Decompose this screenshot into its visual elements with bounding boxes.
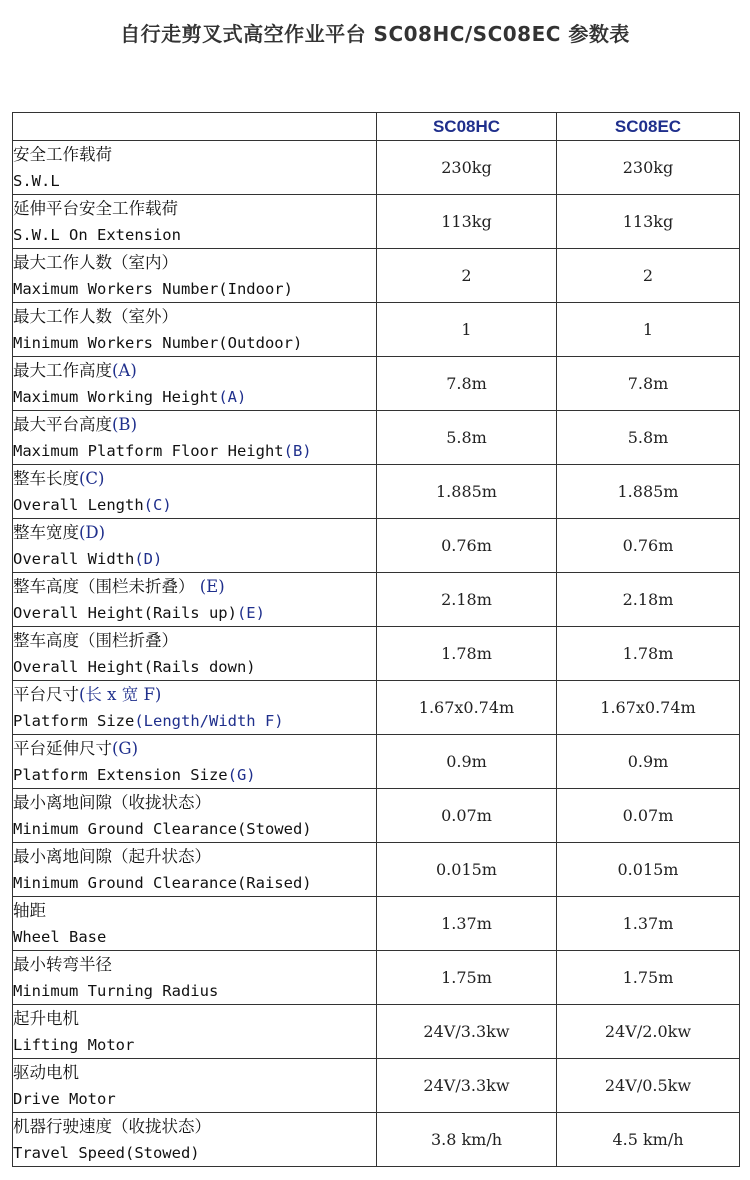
parameter-zh-text: 平台延伸尺寸 <box>13 738 112 758</box>
spec-table-body <box>13 141 740 1167</box>
parameter-name-en <box>13 870 376 896</box>
parameter-name-zh <box>13 844 376 870</box>
table-row <box>13 411 740 465</box>
parameter-name-en <box>13 600 376 626</box>
parameter-zh-tag: (A) <box>112 360 137 380</box>
table-row <box>13 141 740 195</box>
value-sc08ec: 24V/2.0kw <box>557 1005 740 1059</box>
parameter-name-en <box>13 708 376 734</box>
parameter-cell <box>13 843 377 897</box>
table-row <box>13 573 740 627</box>
parameter-zh-text: 整车长度 <box>13 468 79 488</box>
table-row <box>13 789 740 843</box>
table-row <box>13 735 740 789</box>
value-sc08hc: 1.37m <box>377 897 557 951</box>
parameter-cell <box>13 141 377 195</box>
value-sc08ec: 1.75m <box>557 951 740 1005</box>
header-parameter <box>13 113 377 141</box>
parameter-zh-text: 最大平台高度 <box>13 414 112 434</box>
table-row <box>13 465 740 519</box>
parameter-name-en <box>13 492 376 518</box>
parameter-name-en <box>13 924 376 950</box>
parameter-en-text: Minimum Ground Clearance(Raised) <box>13 873 312 892</box>
parameter-cell <box>13 681 377 735</box>
table-row <box>13 519 740 573</box>
table-row <box>13 1005 740 1059</box>
parameter-en-text: Minimum Turning Radius <box>13 981 219 1000</box>
parameter-en-text: Maximum Workers Number(Indoor) <box>13 279 293 298</box>
parameter-name-en <box>13 978 376 1004</box>
parameter-zh-text: 最大工作人数（室外） <box>13 306 178 326</box>
parameter-en-text: Wheel Base <box>13 927 107 946</box>
parameter-cell <box>13 789 377 843</box>
spec-table <box>12 112 740 1167</box>
parameter-zh-text: 最大工作高度 <box>13 360 112 380</box>
parameter-name-en <box>13 438 376 464</box>
parameter-en-text: Lifting Motor <box>13 1035 135 1054</box>
table-row <box>13 1059 740 1113</box>
parameter-cell <box>13 465 377 519</box>
table-row <box>13 1113 740 1167</box>
table-row <box>13 303 740 357</box>
parameter-en-tag: (Length/Width F) <box>134 711 284 730</box>
parameter-cell <box>13 411 377 465</box>
parameter-zh-tag: (C) <box>79 468 105 488</box>
value-sc08ec: 113kg <box>557 195 740 249</box>
parameter-name-zh <box>13 196 376 222</box>
parameter-en-tag: (B) <box>283 441 312 460</box>
page-title: 自行走剪叉式高空作业平台 SC08HC/SC08EC 参数表 <box>120 22 630 46</box>
parameter-en-text: Overall Height(Rails up) <box>13 603 237 622</box>
parameter-name-en <box>13 276 376 302</box>
parameter-en-tag: (D) <box>134 549 163 568</box>
value-sc08ec: 1.37m <box>557 897 740 951</box>
parameter-en-text: S.W.L On Extension <box>13 225 181 244</box>
parameter-name-zh <box>13 790 376 816</box>
parameter-name-en <box>13 222 376 248</box>
value-sc08hc: 24V/3.3kw <box>377 1059 557 1113</box>
value-sc08ec: 0.9m <box>557 735 740 789</box>
value-sc08ec: 1 <box>557 303 740 357</box>
value-sc08hc: 2 <box>377 249 557 303</box>
parameter-zh-text: 最大工作人数（室内） <box>13 252 178 272</box>
parameter-en-text: Overall Height(Rails down) <box>13 657 256 676</box>
parameter-cell <box>13 303 377 357</box>
value-sc08hc: 113kg <box>377 195 557 249</box>
parameter-en-text: Platform Size <box>13 711 135 730</box>
parameter-zh-tag: (D) <box>79 522 106 542</box>
value-sc08ec: 0.76m <box>557 519 740 573</box>
parameter-name-en <box>13 1032 376 1058</box>
parameter-zh-text: 驱动电机 <box>13 1062 79 1082</box>
parameter-zh-text: 最小转弯半径 <box>13 954 112 974</box>
parameter-name-zh <box>13 898 376 924</box>
value-sc08hc: 0.015m <box>377 843 557 897</box>
parameter-zh-text: 平台尺寸 <box>13 684 79 704</box>
value-sc08ec: 1.78m <box>557 627 740 681</box>
parameter-name-en <box>13 1140 376 1166</box>
parameter-name-en <box>13 816 376 842</box>
parameter-en-text: Travel Speed(Stowed) <box>13 1143 200 1162</box>
value-sc08hc: 24V/3.3kw <box>377 1005 557 1059</box>
parameter-zh-tag: (长 x 宽 F) <box>79 684 162 704</box>
parameter-name-zh <box>13 574 376 600</box>
parameter-name-zh <box>13 304 376 330</box>
parameter-zh-text: 整车高度（围栏未折叠） <box>13 576 195 596</box>
table-row <box>13 843 740 897</box>
parameter-name-en <box>13 546 376 572</box>
parameter-name-zh <box>13 1114 376 1140</box>
value-sc08ec: 1.885m <box>557 465 740 519</box>
value-sc08hc: 1.75m <box>377 951 557 1005</box>
parameter-cell <box>13 519 377 573</box>
parameter-name-zh <box>13 736 376 762</box>
value-sc08hc: 1.67x0.74m <box>377 681 557 735</box>
value-sc08hc: 0.07m <box>377 789 557 843</box>
parameter-name-en <box>13 168 376 194</box>
parameter-cell <box>13 735 377 789</box>
parameter-cell <box>13 951 377 1005</box>
parameter-zh-text: 延伸平台安全工作载荷 <box>13 198 178 218</box>
parameter-cell <box>13 1113 377 1167</box>
parameter-cell <box>13 627 377 681</box>
parameter-name-zh <box>13 412 376 438</box>
parameter-en-text: Drive Motor <box>13 1089 116 1108</box>
parameter-zh-tag: (E) <box>194 576 225 596</box>
parameter-name-zh <box>13 628 376 654</box>
value-sc08ec: 2.18m <box>557 573 740 627</box>
value-sc08hc: 0.76m <box>377 519 557 573</box>
parameter-en-text: Overall Width <box>13 549 135 568</box>
parameter-cell <box>13 573 377 627</box>
table-row <box>13 195 740 249</box>
parameter-name-zh <box>13 952 376 978</box>
parameter-zh-text: 最小离地间隙（收拢状态） <box>13 792 211 812</box>
value-sc08hc: 1 <box>377 303 557 357</box>
table-header-row <box>13 113 740 141</box>
parameter-name-zh <box>13 358 376 384</box>
parameter-name-zh <box>13 520 376 546</box>
value-sc08ec: 0.015m <box>557 843 740 897</box>
parameter-en-text: Minimum Workers Number(Outdoor) <box>13 333 303 352</box>
table-row <box>13 951 740 1005</box>
parameter-zh-text: 安全工作载荷 <box>13 144 112 164</box>
parameter-cell <box>13 897 377 951</box>
parameter-en-tag: (C) <box>143 495 172 514</box>
parameter-en-text: S.W.L <box>13 171 60 190</box>
parameter-cell <box>13 1005 377 1059</box>
value-sc08ec: 24V/0.5kw <box>557 1059 740 1113</box>
header-sc08ec: SC08EC <box>557 113 740 141</box>
value-sc08hc: 1.885m <box>377 465 557 519</box>
parameter-name-zh <box>13 142 376 168</box>
value-sc08hc: 230kg <box>377 141 557 195</box>
parameter-name-zh <box>13 1060 376 1086</box>
value-sc08hc: 2.18m <box>377 573 557 627</box>
parameter-en-text: Platform Extension Size <box>13 765 228 784</box>
table-row <box>13 357 740 411</box>
parameter-name-en <box>13 330 376 356</box>
value-sc08hc: 7.8m <box>377 357 557 411</box>
value-sc08hc: 1.78m <box>377 627 557 681</box>
value-sc08ec: 5.8m <box>557 411 740 465</box>
value-sc08hc: 5.8m <box>377 411 557 465</box>
value-sc08ec: 2 <box>557 249 740 303</box>
parameter-en-tag: (G) <box>227 765 256 784</box>
parameter-name-en <box>13 384 376 410</box>
parameter-en-text: Minimum Ground Clearance(Stowed) <box>13 819 312 838</box>
parameter-name-en <box>13 654 376 680</box>
parameter-name-zh <box>13 466 376 492</box>
parameter-zh-tag: (B) <box>112 414 137 434</box>
value-sc08ec: 230kg <box>557 141 740 195</box>
value-sc08ec: 1.67x0.74m <box>557 681 740 735</box>
table-row <box>13 249 740 303</box>
table-row <box>13 897 740 951</box>
parameter-name-en <box>13 762 376 788</box>
parameter-zh-tag: (G) <box>112 738 139 758</box>
parameter-cell <box>13 195 377 249</box>
value-sc08hc: 3.8 km/h <box>377 1113 557 1167</box>
parameter-en-text: Overall Length <box>13 495 144 514</box>
parameter-en-tag: (A) <box>218 387 247 406</box>
parameter-zh-text: 轴距 <box>13 900 46 920</box>
parameter-zh-text: 起升电机 <box>13 1008 79 1028</box>
parameter-name-zh <box>13 250 376 276</box>
value-sc08hc: 0.9m <box>377 735 557 789</box>
parameter-name-zh <box>13 1006 376 1032</box>
parameter-en-text: Maximum Working Height <box>13 387 219 406</box>
parameter-name-zh <box>13 682 376 708</box>
parameter-zh-text: 最小离地间隙（起升状态） <box>13 846 211 866</box>
table-row <box>13 681 740 735</box>
parameter-en-tag: (E) <box>236 603 265 622</box>
value-sc08ec: 0.07m <box>557 789 740 843</box>
parameter-zh-text: 整车宽度 <box>13 522 79 542</box>
parameter-zh-text: 机器行驶速度（收拢状态） <box>13 1116 211 1136</box>
value-sc08ec: 7.8m <box>557 357 740 411</box>
parameter-name-en <box>13 1086 376 1112</box>
header-sc08hc: SC08HC <box>377 113 557 141</box>
table-row <box>13 627 740 681</box>
value-sc08ec: 4.5 km/h <box>557 1113 740 1167</box>
parameter-zh-text: 整车高度（围栏折叠） <box>13 630 178 650</box>
parameter-cell <box>13 1059 377 1113</box>
parameter-cell <box>13 249 377 303</box>
parameter-cell <box>13 357 377 411</box>
parameter-en-text: Maximum Platform Floor Height <box>13 441 284 460</box>
